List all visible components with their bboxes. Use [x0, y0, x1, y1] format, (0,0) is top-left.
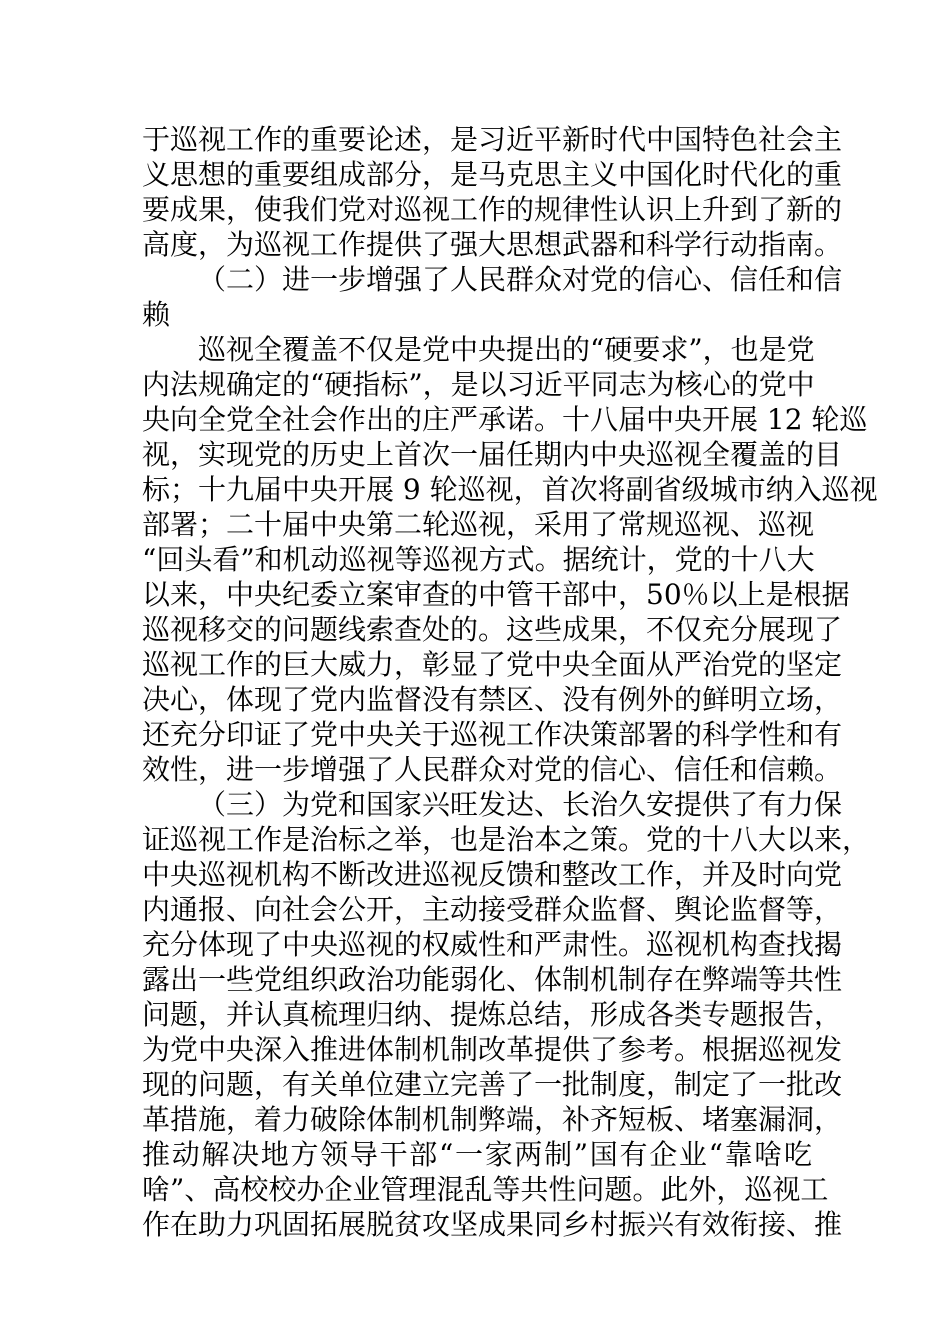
text-line: 为党中央深入推进体制机制改革提供了参考。根据巡视发: [142, 1033, 843, 1066]
text-line: 以来，中央纪委立案审查的中管干部中，50％以上是根据: [142, 578, 850, 611]
text-line: 义思想的重要组成部分，是马克思主义中国化时代化的重: [142, 158, 843, 191]
text-line: “回头看”和机动巡视等巡视方式。据统计，党的十八大: [142, 543, 815, 576]
text-line: 效性，进一步增强了人民群众对党的信心、信任和信赖。: [142, 753, 843, 786]
text-line: 要成果，使我们党对巡视工作的规律性认识上升到了新的: [142, 193, 843, 226]
document-body: [142, 122, 878, 1242]
text-line: 高度，为巡视工作提供了强大思想武器和科学行动指南。: [142, 228, 843, 261]
text-line: 啥”、高校校办企业管理混乱等共性问题。此外，巡视工: [142, 1173, 829, 1206]
text-line: 还充分印证了党中央关于巡视工作决策部署的科学性和有: [142, 718, 843, 751]
text-line: 露出一些党组织政治功能弱化、体制机制存在弊端等共性: [142, 963, 843, 996]
section-heading-line: （二）进一步增强了人民群众对党的信心、信任和信: [198, 263, 843, 296]
text-line: 推动解决地方领导干部“一家两制”国有企业“靠啥吃: [142, 1138, 812, 1171]
text-line: 充分体现了中央巡视的权威性和严肃性。巡视机构查找揭: [142, 928, 843, 961]
text-line: 标；十九届中央开展 9 轮巡视，首次将副省级城市纳入巡视: [142, 473, 878, 506]
text-line: 巡视工作的巨大威力，彰显了党中央全面从严治党的坚定: [142, 648, 843, 681]
text-line: 部署；二十届中央第二轮巡视，采用了常规巡视、巡视: [142, 508, 815, 541]
text-line: 央向全党全社会作出的庄严承诺。十八届中央开展 12 轮巡: [142, 403, 868, 436]
text-line: 问题，并认真梳理归纳、提炼总结，形成各类专题报告，: [142, 998, 843, 1031]
text-line: 革措施，着力破除体制机制弊端，补齐短板、堵塞漏洞，: [142, 1103, 843, 1136]
text-line: 视，实现党的历史上首次一届任期内中央巡视全覆盖的目: [142, 438, 843, 471]
text-line: 现的问题，有关单位建立完善了一批制度，制定了一批改: [142, 1068, 843, 1101]
text-line: 内通报、向社会公开，主动接受群众监督、舆论监督等，: [142, 893, 843, 926]
section-heading-line: 赖: [142, 298, 171, 331]
text-line: 巡视移交的问题线索查处的。这些成果，不仅充分展现了: [142, 613, 843, 646]
text-line: 巡视全覆盖不仅是党中央提出的“硬要求”，也是党: [198, 333, 815, 366]
text-line: 中央巡视机构不断改进巡视反馈和整改工作，并及时向党: [142, 858, 843, 891]
section-heading-line: （三）为党和国家兴旺发达、长治久安提供了有力保: [198, 788, 843, 821]
text-line: 内法规确定的“硬指标”，是以习近平同志为核心的党中: [142, 368, 815, 401]
text-line: 于巡视工作的重要论述，是习近平新时代中国特色社会主: [142, 123, 843, 156]
text-line: 证巡视工作是治标之举，也是治本之策。党的十八大以来，: [142, 823, 871, 856]
text-line: 作在助力巩固拓展脱贫攻坚成果同乡村振兴有效衔接、推: [142, 1208, 843, 1241]
text-line: 决心，体现了党内监督没有禁区、没有例外的鲜明立场，: [142, 683, 843, 716]
